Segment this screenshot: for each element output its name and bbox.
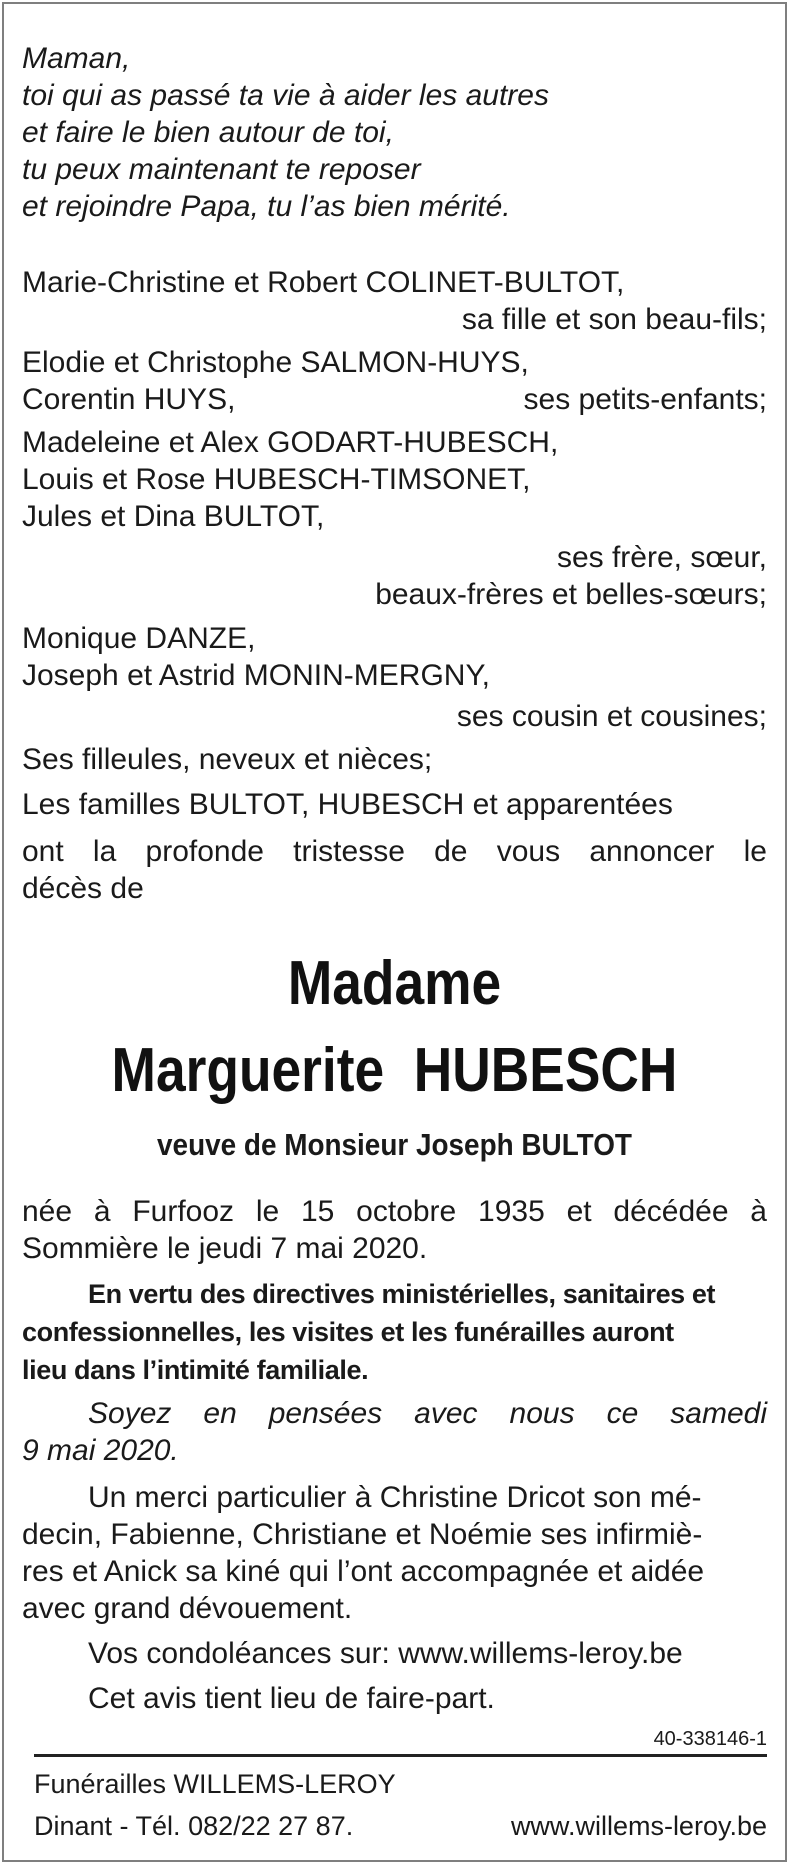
funeral-home-contact: Dinant - Tél. 082/22 27 87.	[34, 1811, 354, 1841]
family-cousin: Monique DANZE,	[22, 622, 256, 655]
family-grandchild: Elodie et Christophe SALMON-HUYS,	[22, 346, 529, 379]
family-grandchild: Corentin HUYS,	[22, 383, 236, 416]
condolences-line: Vos condoléances sur: www.willems-leroy.be	[88, 1637, 683, 1670]
poem-line: toi qui as passé ta vie à aider les autres	[22, 79, 549, 112]
directive-line: lieu dans l’intimité familiale.	[22, 1355, 369, 1385]
directive-line: En vertu des directives ministérielles, sanitaires et	[88, 1279, 716, 1309]
directive-line: confessionnelles, les visites et les funérailles auront	[22, 1317, 674, 1347]
thanks-line: Un merci particulier à Christine Dricot son mé-	[88, 1481, 702, 1514]
reference-number: 40-338146-1	[653, 1728, 767, 1750]
announcement-line: décès de	[22, 872, 144, 905]
announcement-line: ont la profonde tristesse de vous annoncer le	[22, 835, 767, 868]
funeral-home-website: www.willems-leroy.be	[510, 1811, 767, 1841]
thanks-line: decin, Fabienne, Christiane et Noémie ses infirmiè-	[22, 1518, 703, 1551]
family-sibling: Jules et Dina BULTOT,	[22, 500, 325, 533]
birth-death-line: Sommière le jeudi 7 mai 2020.	[22, 1232, 428, 1265]
footer-divider	[34, 1754, 767, 1757]
widow-of: veuve de Monsieur Joseph BULTOT	[157, 1127, 632, 1162]
family-cousin: Joseph et Astrid MONIN-MERGNY,	[22, 659, 490, 692]
family-siblings-relation: beaux-frères et belles-sœurs;	[375, 578, 767, 611]
family-godchildren: Ses filleules, neveux et nièces;	[22, 743, 433, 776]
thanks-line: avec grand dévouement.	[22, 1592, 353, 1625]
family-daughter-relation: sa fille et son beau-fils;	[461, 303, 767, 336]
thanks-line: res et Anick sa kiné qui l’ont accompagnée et aidée	[22, 1555, 705, 1588]
deceased-name: Marguerite HUBESCH	[111, 1036, 678, 1105]
family-sibling: Madeleine et Alex GODART-HUBESCH,	[22, 426, 559, 459]
family-cousins-relation: ses cousin et cousines;	[456, 700, 767, 733]
poem-line: et faire le bien autour de toi,	[22, 116, 394, 149]
thoughts-line: Soyez en pensées avec nous ce samedi	[88, 1397, 767, 1430]
deceased-title: Madame	[287, 949, 502, 1018]
family-sibling: Louis et Rose HUBESCH-TIMSONET,	[22, 463, 531, 496]
poem-line: Maman,	[22, 42, 131, 75]
family-grandchildren-relation: ses petits-enfants;	[523, 383, 767, 416]
birth-death-line: née à Furfooz le 15 octobre 1935 et décédée à	[22, 1195, 767, 1228]
funeral-home-name: Funérailles WILLEMS-LEROY	[34, 1769, 396, 1799]
family-families: Les familles BULTOT, HUBESCH et apparentées	[22, 788, 673, 821]
thoughts-line: 9 mai 2020.	[22, 1434, 179, 1467]
poem-line: tu peux maintenant te reposer	[22, 153, 421, 186]
obituary-notice	[2, 2, 787, 1862]
poem-line: et rejoindre Papa, tu l’as bien mérité.	[22, 190, 511, 223]
family-daughter: Marie-Christine et Robert COLINET-BULTOT,	[22, 266, 625, 299]
family-siblings-relation: ses frère, sœur,	[556, 541, 767, 574]
faire-part-line: Cet avis tient lieu de faire-part.	[88, 1682, 495, 1715]
